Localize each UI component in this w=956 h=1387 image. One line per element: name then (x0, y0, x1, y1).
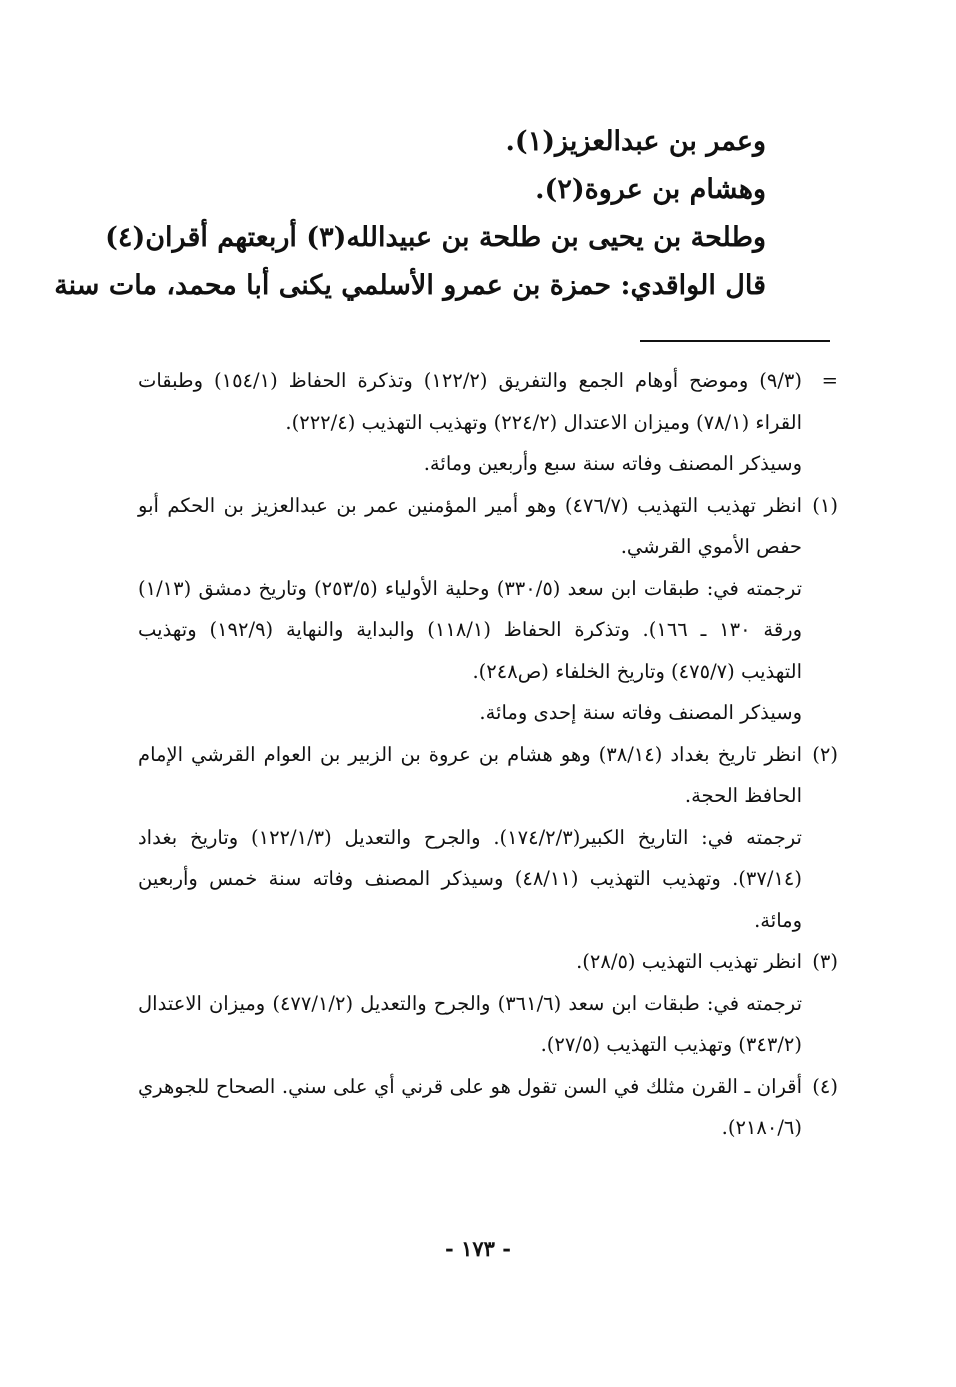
footnote-mark: (١) (812, 493, 838, 517)
main-line: وطلحة بن يحيى بن طلحة بن عبيدالله(٣) أربعتهم أقران(٤) (105, 222, 766, 253)
footnote-mark: (٣) (812, 950, 838, 973)
page-number: - ١٧٣ - (445, 1236, 511, 1261)
footnote-paragraph: (٩/٣) وموضح أوهام الجمع والتفريق (١٢٢/٢) وتذكرة الحفاظ (١٥٤/١) وطبقات القراء (٧٨/١) وميزان الاعتدال (٢٢٤/٢) وتهذيب التهذيب (٢٢٢/٤). (138, 369, 803, 434)
main-line: قال الواقدي: حمزة بن عمرو الأسلمي يكنى أبا محمد، مات سنة (54, 270, 766, 301)
footnote-mark: (٤) (812, 1074, 838, 1098)
footnote-continuation (138, 360, 838, 485)
main-text-block (54, 118, 766, 310)
footnote-paragraph: وسيذكر المصنف وفاته سنة إحدى ومائة. (479, 701, 802, 724)
footnote-paragraph: ترجمته في: طبقات ابن سعد (٣٦١/٦) والجرح والتعديل (٤٧٧/١/٢) وميزان الاعتدال (٣٤٣/٢) وتهذيب التهذيب (٢٧/٥). (138, 991, 802, 1056)
footnote-3 (138, 941, 838, 1066)
main-line: وهشام بن عروة(٢). (535, 174, 766, 205)
footnote-paragraph: ترجمته في: التاريخ الكبير(١٧٤/٢/٣). والجرح والتعديل (١٢٢/١/٣) وتاريخ بغداد (٣٧/١٤). وتهذيب التهذيب (٤٨/١١) وسيذكر المصنف وفاته سنة خمس وأربعين ومائة. (138, 825, 802, 932)
footnote-mark: (٢) (812, 742, 838, 766)
footnote-mark: = (821, 369, 838, 392)
footnote-paragraph: انظر تهذيب التهذيب (٢٨/٥). (576, 950, 802, 973)
footnote-paragraph: انظر تاريخ بغداد (٣٨/١٤) وهو هشام بن عروة بن الزبير بن العوام القرشي الإمام الحافظ الحجة. (138, 742, 802, 807)
footnote-paragraph: انظر تهذيب التهذيب (٤٧٦/٧) وهو أمير المؤمنين عمر بن عبدالعزيز بن الحكم أبو حفص الأموي القرشي. (138, 493, 803, 558)
footnote-4 (138, 1066, 838, 1149)
footnotes-block (138, 360, 838, 1149)
footnote-separator (640, 340, 830, 342)
footnote-paragraph: ترجمته في: طبقات ابن سعد (٣٣٠/٥) وحلية الأولياء (٢٥٣/٥) وتاريخ دمشق (١/١٣) ورقة ١٣٠ ـ ١٦٦). وتذكرة الحفاظ (١١٨/١) والبداية والنهاية (١٩٢/٩) وتهذيب التهذيب (٤٧٥/٧) وتاريخ الخلفاء (ص٢٤٨). (138, 576, 803, 683)
footnote-paragraph: وسيذكر المصنف وفاته سنة سبع وأربعين ومائة. (423, 452, 802, 475)
footnote-paragraph: أقران ـ القرن مثلك في السن تقول هو على قرني أي على سني. الصحاح للجوهري (٢١٨٠/٦). (138, 1074, 802, 1139)
footnote-2 (138, 734, 838, 942)
footnote-1 (138, 485, 838, 734)
main-line: وعمر بن عبدالعزيز(١). (505, 126, 766, 157)
